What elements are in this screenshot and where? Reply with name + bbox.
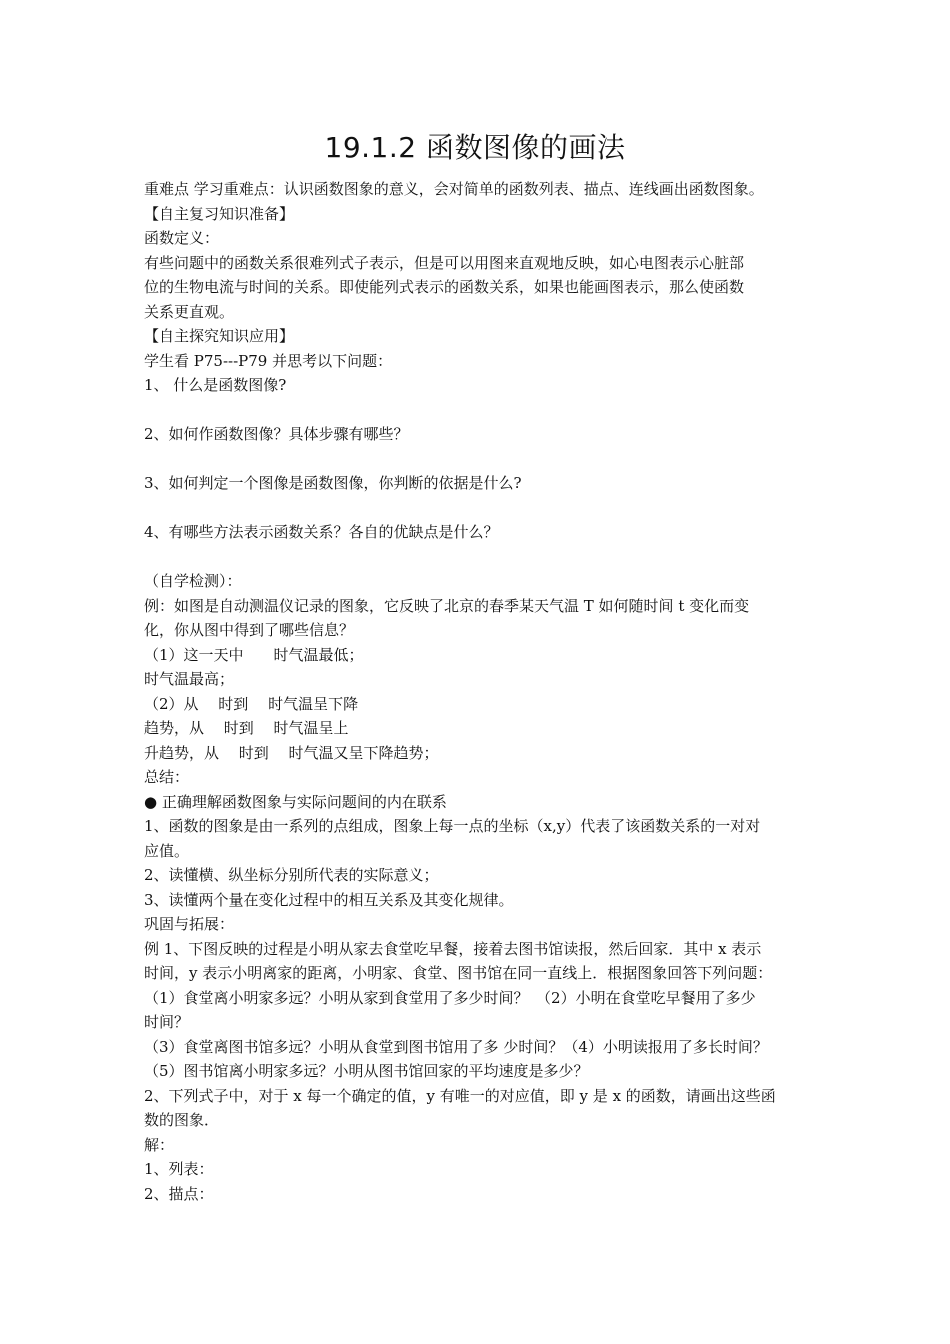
text-line: 升趋势，从 时到 时气温又呈下降趋势； [144, 743, 439, 762]
text-line: 趋势，从 时到 时气温呈上 [144, 719, 349, 737]
text-line: （3）食堂离图书馆多远？小明从食堂到图书馆用了多 少时间？（4）小明读报用了多长时间？ [144, 1037, 768, 1056]
text-line: 【自主探究知识应用】 [144, 327, 295, 345]
text-line: ● 正确理解函数图象与实际问题间的内在联系 [144, 792, 447, 811]
text-line: 2、描点： [144, 1184, 214, 1203]
text-line: 例 1、下图反映的过程是小明从家去食堂吃早餐，接着去图书馆读报，然后回家．其中 x 表示 [144, 939, 762, 958]
text-line: 1、 什么是函数图像? [144, 376, 287, 394]
text-line: 应值。 [144, 841, 190, 860]
text-line: 4、有哪些方法表示函数关系？各自的优缺点是什么？ [144, 523, 499, 541]
text-line: 函数定义： [144, 229, 220, 247]
text-line: 2、下列式子中，对于 x 每一个确定的值，y 有唯一的对应值，即 y 是 x 的函数，请画出这些函 [144, 1086, 776, 1105]
blank-line [144, 447, 824, 472]
text-line: 例：如图是自动测温仪记录的图象，它反映了北京的春季某天气温 T 如何随时间 t 变化而变 [144, 596, 750, 615]
text-line: （5）图书馆离小明家多远？小明从图书馆回家的平均速度是多少？ [144, 1062, 589, 1080]
text-line: 【自主复习知识准备】 [144, 204, 295, 223]
text-line: 巩固与拓展： [144, 915, 235, 933]
blank-line [144, 545, 824, 570]
text-line: 有些问题中的函数关系很难列式子表示，但是可以用图来直观地反映，如心电图表示心脏部 [144, 253, 745, 272]
document-title: 19.1.2 函数图像的画法 [324, 131, 626, 164]
text-line: 学生看 P75---P79 并思考以下问题： [144, 351, 393, 370]
text-line: （自学检测）： [144, 572, 242, 590]
text-line: 数的图象． [144, 1111, 220, 1129]
text-line: 2、如何作函数图像？具体步骤有哪些？ [144, 425, 409, 443]
text-line: 时间，y 表示小明离家的距离，小明家、食堂、图书馆在同一直线上．根据图象回答下列问题： [144, 964, 773, 982]
text-line: 1、函数的图象是由一系列的点组成，图象上每一点的坐标（x,y）代表了该函数关系的一对对 [144, 817, 761, 835]
blank-line [144, 398, 824, 423]
text-line: （2）从 时到 时气温呈下降 [144, 694, 359, 713]
text-line: 时气温最高； [144, 670, 235, 688]
text-line: 位的生物电流与时间的关系。即使能列式表示的函数关系，如果也能画图表示，那么使函数 [144, 278, 745, 296]
text-line: 关系更直观。 [144, 302, 235, 321]
text-line: 解： [144, 1135, 175, 1154]
text-line: 化，你从图中得到了哪些信息？ [144, 621, 355, 639]
text-line: （1）这一天中 时气温最低； [144, 645, 364, 664]
document-body [144, 177, 824, 1206]
text-line: 总结： [144, 768, 190, 786]
text-line: 3、如何判定一个图像是函数图像，你判断的依据是什么? [144, 474, 522, 492]
text-line: 2、读懂横、纵坐标分别所代表的实际意义； [144, 866, 439, 884]
text-line: 重难点 学习重难点：认识函数图象的意义，会对简单的函数列表、描点、连线画出函数图象。 [144, 180, 764, 198]
text-line: （1）食堂离小明家多远？小明从家到食堂用了多少时间？ （2）小明在食堂吃早餐用了多少 [144, 988, 756, 1007]
text-line: 1、列表： [144, 1160, 214, 1178]
blank-line [144, 496, 824, 521]
text-line: 时间？ [144, 1013, 190, 1031]
text-line: 3、读懂两个量在变化过程中的相互关系及其变化规律。 [144, 890, 514, 909]
